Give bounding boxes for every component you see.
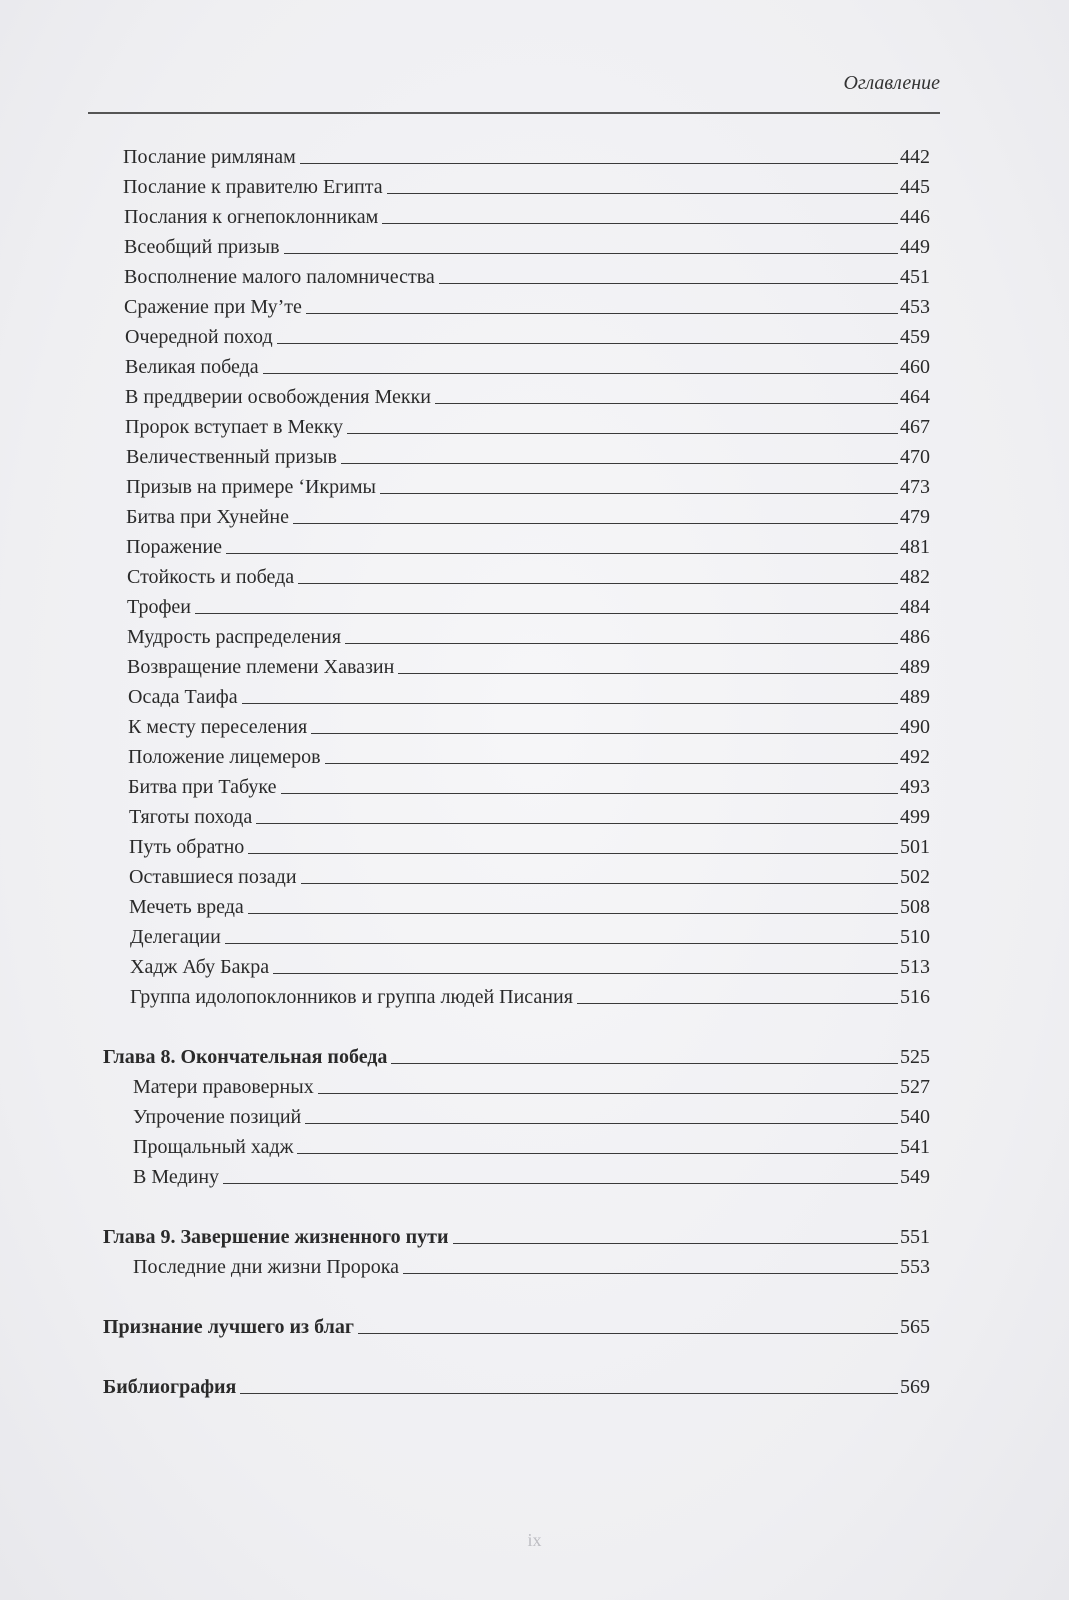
toc-entry-title: Библиография bbox=[103, 1376, 237, 1398]
leader-line bbox=[435, 403, 898, 404]
toc-entry-title: В преддверии освобождения Мекки bbox=[125, 386, 431, 408]
toc-entry bbox=[133, 1128, 930, 1158]
toc-entry-page: 510 bbox=[900, 926, 930, 948]
toc-entry-page: 486 bbox=[900, 626, 930, 648]
toc-chapter-entry bbox=[103, 1038, 930, 1068]
toc-entry bbox=[130, 948, 930, 978]
toc-entry bbox=[127, 648, 930, 678]
toc-entry-title: Группа идолопоклонников и группа людей Писания bbox=[130, 986, 573, 1008]
toc-entry-title: Тяготы похода bbox=[129, 806, 253, 828]
toc-entry-title: Величественный призыв bbox=[126, 446, 337, 468]
leader-line bbox=[263, 373, 898, 374]
toc-entry bbox=[125, 408, 930, 438]
toc-entry-page: 484 bbox=[900, 596, 930, 618]
toc-entry-page: 460 bbox=[900, 356, 930, 378]
toc-entry-title: Великая победа bbox=[125, 356, 259, 378]
toc-entry bbox=[128, 768, 930, 798]
toc-entry-title: Пророк вступает в Мекку bbox=[125, 416, 344, 438]
toc-chapter-entry bbox=[103, 1308, 930, 1338]
leader-line bbox=[301, 883, 898, 884]
toc-entry bbox=[130, 978, 930, 1008]
toc-entry-title: Призыв на примере ‘Икримы bbox=[126, 476, 376, 498]
toc-entry-title: Прощальный хадж bbox=[133, 1136, 294, 1158]
toc-entry-title: Последние дни жизни Пророка bbox=[133, 1256, 400, 1278]
toc-entry-page: 449 bbox=[900, 236, 930, 258]
toc-entry-page: 502 bbox=[900, 866, 930, 888]
toc-entry bbox=[123, 138, 930, 168]
toc-entry-page: 549 bbox=[900, 1166, 930, 1188]
toc-entry bbox=[125, 318, 930, 348]
page-number: ix bbox=[527, 1530, 542, 1550]
toc-entry-title: Мудрость распределения bbox=[127, 626, 342, 648]
toc-entry-title: Послание к правителю Египта bbox=[123, 176, 383, 198]
toc-entry bbox=[123, 168, 930, 198]
toc-entry-page: 481 bbox=[900, 536, 930, 558]
toc-entry-page: 479 bbox=[900, 506, 930, 528]
leader-line bbox=[358, 1333, 898, 1334]
leader-line bbox=[248, 913, 898, 914]
toc-entry-page: 492 bbox=[900, 746, 930, 768]
toc-entry-title: Осада Таифа bbox=[128, 686, 238, 708]
leader-line bbox=[248, 853, 898, 854]
leader-line bbox=[387, 193, 898, 194]
leader-line bbox=[226, 553, 898, 554]
toc-entry bbox=[128, 678, 930, 708]
toc-entry-page: 489 bbox=[900, 686, 930, 708]
toc-entry bbox=[128, 708, 930, 738]
toc-entry-title: Стойкость и победа bbox=[127, 566, 295, 588]
toc-entry-title: Всеобщий призыв bbox=[124, 236, 280, 258]
leader-line bbox=[273, 973, 898, 974]
toc-entry bbox=[129, 828, 930, 858]
leader-line bbox=[341, 463, 898, 464]
toc-entry bbox=[130, 918, 930, 948]
toc-entry-title: Послания к огнепоклонникам bbox=[124, 206, 379, 228]
toc-entry bbox=[133, 1068, 930, 1098]
leader-line bbox=[403, 1273, 898, 1274]
leader-line bbox=[391, 1063, 898, 1064]
leader-line bbox=[284, 253, 898, 254]
toc-entry-title: В Медину bbox=[133, 1166, 220, 1188]
toc-entry bbox=[126, 498, 930, 528]
toc-entry-page: 569 bbox=[900, 1376, 930, 1398]
toc-entry-title: Путь обратно bbox=[129, 836, 245, 858]
toc-entry-page: 501 bbox=[900, 836, 930, 858]
toc-entry-page: 442 bbox=[900, 146, 930, 168]
running-head: Оглавление bbox=[843, 72, 940, 94]
toc-entry-title: Глава 8. Окончательная победа bbox=[103, 1046, 388, 1068]
toc-entry bbox=[127, 558, 930, 588]
toc-entry-page: 446 bbox=[900, 206, 930, 228]
toc-entry-page: 453 bbox=[900, 296, 930, 318]
toc-entry-title: Сражение при Му’те bbox=[124, 296, 302, 318]
toc-entry-title: Очередной поход bbox=[125, 326, 273, 348]
leader-line bbox=[311, 733, 898, 734]
leader-line bbox=[439, 283, 898, 284]
toc-entry bbox=[124, 288, 930, 318]
toc-entry-page: 540 bbox=[900, 1106, 930, 1128]
header-rule bbox=[88, 112, 940, 114]
leader-line bbox=[345, 643, 898, 644]
toc-entry-title: Упрочение позиций bbox=[133, 1106, 302, 1128]
toc-entry-page: 470 bbox=[900, 446, 930, 468]
toc-entry bbox=[125, 378, 930, 408]
leader-line bbox=[325, 763, 898, 764]
toc-entry-page: 525 bbox=[900, 1046, 930, 1068]
toc-chapter-entry bbox=[103, 1368, 930, 1398]
toc-entry bbox=[133, 1248, 930, 1278]
toc-entry bbox=[125, 348, 930, 378]
toc-entry-title: Поражение bbox=[126, 536, 223, 558]
leader-line bbox=[577, 1003, 898, 1004]
toc-entry-title: Битва при Табуке bbox=[128, 776, 277, 798]
toc-entry-title: Хадж Абу Бакра bbox=[130, 956, 270, 978]
toc-entry bbox=[133, 1158, 930, 1188]
toc-entry-title: Делегации bbox=[130, 926, 221, 948]
toc-entry-title: Положение лицемеров bbox=[128, 746, 321, 768]
leader-line bbox=[281, 793, 899, 794]
leader-line bbox=[242, 703, 898, 704]
toc-entry-title: Признание лучшего из благ bbox=[103, 1316, 354, 1338]
toc-entry bbox=[124, 198, 930, 228]
leader-line bbox=[453, 1243, 899, 1244]
leader-line bbox=[300, 163, 898, 164]
leader-line bbox=[382, 223, 898, 224]
toc-entry bbox=[126, 528, 930, 558]
toc-entry bbox=[126, 468, 930, 498]
leader-line bbox=[223, 1183, 898, 1184]
toc-entry-page: 541 bbox=[900, 1136, 930, 1158]
toc-entry-title: Трофеи bbox=[127, 596, 191, 618]
toc-entry bbox=[127, 588, 930, 618]
toc-entry-page: 516 bbox=[900, 986, 930, 1008]
toc-entry-page: 467 bbox=[900, 416, 930, 438]
toc-entry-page: 490 bbox=[900, 716, 930, 738]
toc-entry bbox=[129, 798, 930, 828]
toc-entry-page: 489 bbox=[900, 656, 930, 678]
toc-entry-page: 464 bbox=[900, 386, 930, 408]
toc-entry-page: 459 bbox=[900, 326, 930, 348]
leader-line bbox=[277, 343, 898, 344]
toc-entry-page: 513 bbox=[900, 956, 930, 978]
leader-line bbox=[305, 1123, 898, 1124]
toc-entry-title: Битва при Хунейне bbox=[126, 506, 289, 528]
toc-entry bbox=[127, 618, 930, 648]
toc-entry-page: 473 bbox=[900, 476, 930, 498]
toc-entry-page: 482 bbox=[900, 566, 930, 588]
toc-entry-page: 527 bbox=[900, 1076, 930, 1098]
toc-entry bbox=[124, 228, 930, 258]
toc-entry-title: Восполнение малого паломничества bbox=[124, 266, 435, 288]
leader-line bbox=[240, 1393, 898, 1394]
toc-entry-page: 551 bbox=[900, 1226, 930, 1248]
toc-entry bbox=[128, 738, 930, 768]
toc-entry bbox=[126, 438, 930, 468]
leader-line bbox=[347, 433, 898, 434]
toc-entry-page: 565 bbox=[900, 1316, 930, 1338]
toc-entry bbox=[133, 1098, 930, 1128]
leader-line bbox=[380, 493, 898, 494]
toc-entry bbox=[129, 888, 930, 918]
leader-line bbox=[398, 673, 898, 674]
toc-entry-title: Глава 9. Завершение жизненного пути bbox=[103, 1226, 449, 1248]
leader-line bbox=[306, 313, 898, 314]
leader-line bbox=[293, 523, 898, 524]
toc-entry-page: 451 bbox=[900, 266, 930, 288]
toc-entry-title: Оставшиеся позади bbox=[129, 866, 297, 888]
leader-line bbox=[298, 583, 898, 584]
toc-entry-page: 553 bbox=[900, 1256, 930, 1278]
toc-entry-title: К месту переселения bbox=[128, 716, 308, 738]
toc-entry bbox=[124, 258, 930, 288]
leader-line bbox=[225, 943, 898, 944]
toc-entry-page: 508 bbox=[900, 896, 930, 918]
toc-entry-title: Послание римлянам bbox=[123, 146, 296, 168]
toc-entry-title: Матери правоверных bbox=[133, 1076, 314, 1098]
toc-entry-title: Возвращение племени Хавазин bbox=[127, 656, 395, 678]
leader-line bbox=[195, 613, 898, 614]
toc-chapter-entry bbox=[103, 1218, 930, 1248]
leader-line bbox=[297, 1153, 898, 1154]
toc-entry-page: 499 bbox=[900, 806, 930, 828]
toc-entry-page: 445 bbox=[900, 176, 930, 198]
leader-line bbox=[318, 1093, 898, 1094]
leader-line bbox=[256, 823, 898, 824]
toc-entry-title: Мечеть вреда bbox=[129, 896, 244, 918]
toc-entry bbox=[129, 858, 930, 888]
toc-entry-page: 493 bbox=[900, 776, 930, 798]
